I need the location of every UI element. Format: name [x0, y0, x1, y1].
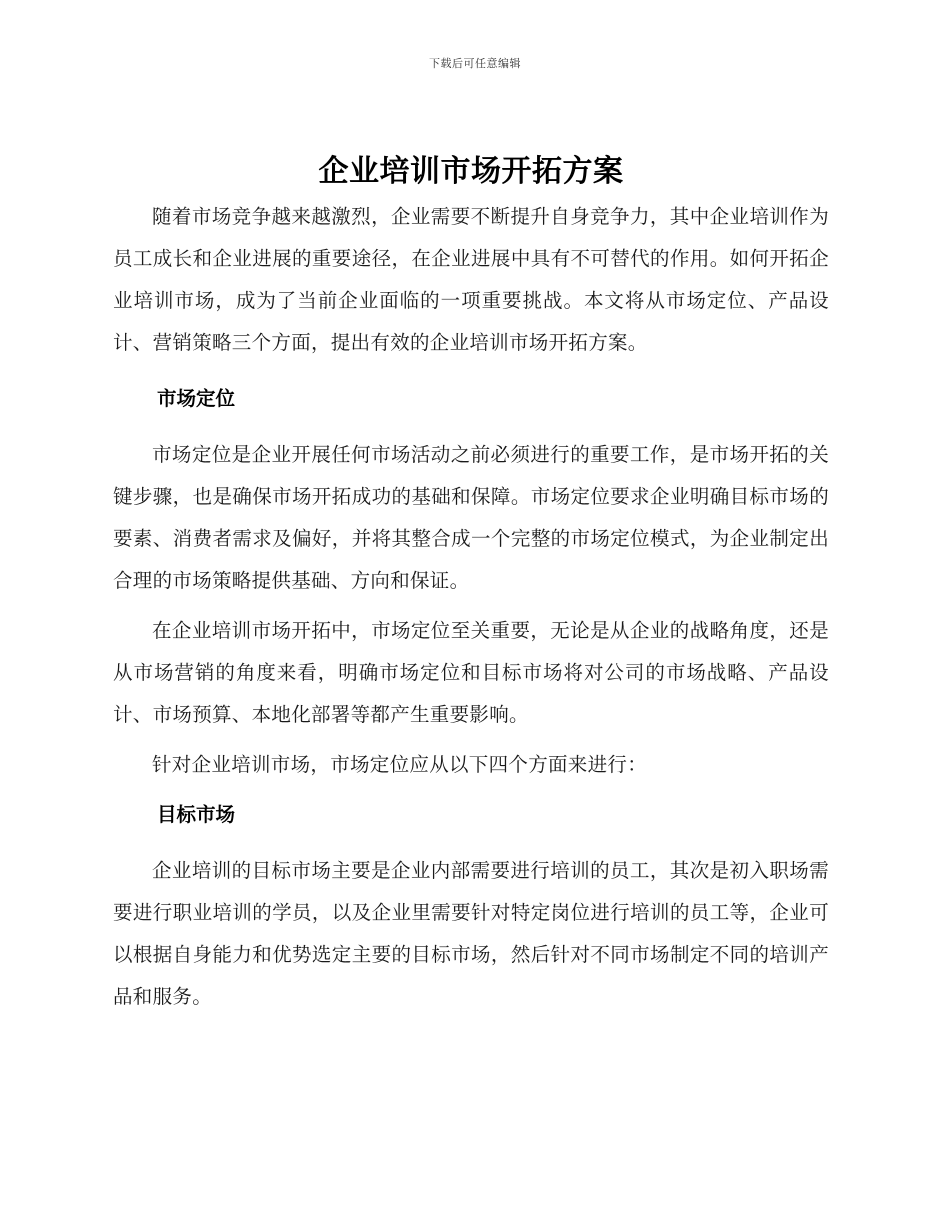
positioning-paragraph-3: 针对企业培训市场，市场定位应从以下四个方面来进行：	[152, 753, 648, 776]
target-market-paragraph: 企业培训的目标市场主要是企业内部需要进行培训的员工，其次是初入职场需要进行职业培训的学员，以及企业里需要针对特定岗位进行培训的员工等，企业可以根据自身能力和优势选定主要的目标市场，然后针对不同市场制定不同的培训产品和服务。	[113, 859, 829, 1008]
document-title: 企业培训市场开拓方案	[318, 154, 624, 189]
document-content	[113, 148, 829, 1018]
intro-paragraph: 随着市场竞争越来越激烈，企业需要不断提升自身竞争力，其中企业培训作为员工成长和企业进展的重要途径，在企业进展中具有不可替代的作用。如何开拓企业培训市场，成为了当前企业面临的一项重要挑战。本文将从市场定位、产品设计、营销策略三个方面，提出有效的企业培训市场开拓方案。	[113, 205, 829, 354]
header-note: 下载后可任意编辑	[429, 57, 521, 70]
spacer	[113, 736, 829, 744]
positioning-paragraph-1: 市场定位是企业开展任何市场活动之前必须进行的重要工作，是市场开拓的关键步骤，也是确保市场开拓成功的基础和保障。市场定位要求企业明确目标市场的要素、消费者需求及偏好，并将其整合成一个完整的市场定位模式，为企业制定出合理的市场策略提供基础、方向和保证。	[113, 443, 829, 592]
positioning-paragraph-2: 在企业培训市场开拓中，市场定位至关重要，无论是从企业的战略角度，还是从市场营销的角度来看，明确市场定位和目标市场将对公司的市场战略、产品设计、市场预算、本地化部署等都产生重要影响。	[113, 619, 829, 726]
spacer	[113, 364, 829, 378]
heading-target-market: 目标市场	[157, 803, 236, 826]
spacer	[113, 420, 829, 434]
spacer	[113, 786, 829, 794]
spacer	[113, 602, 829, 610]
heading-market-positioning: 市场定位	[157, 387, 236, 410]
spacer	[113, 836, 829, 850]
